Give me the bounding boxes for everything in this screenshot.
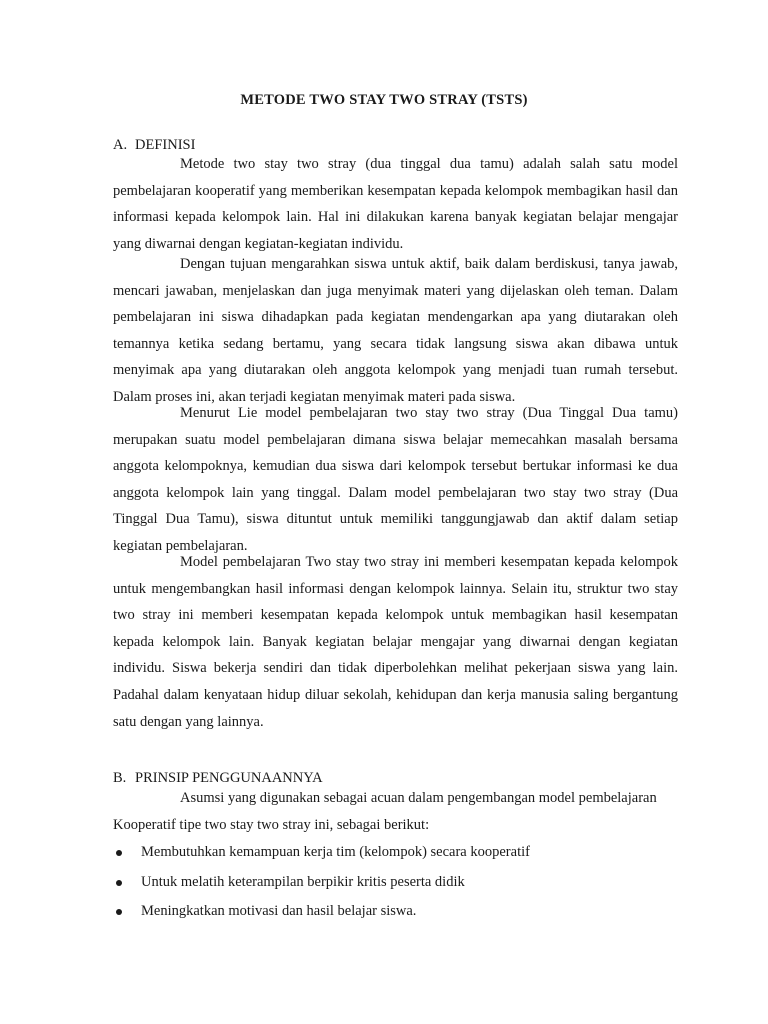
definition-paragraph-1: Metode two stay two stray (dua tinggal dua tamu) adalah salah satu model pembelajaran kooperatif yang memberikan kesempatan kepada kelompok membagikan hasil dan informasi kepada kelompok lain. Hal ini dilakukan karena banyak kegiatan belajar mengajar yang diwarnai dengan kegiatan-kegiatan individu.	[113, 156, 678, 252]
list-item-text: Meningkatkan motivasi dan hasil belajar siswa.	[141, 903, 417, 919]
bullet-icon	[116, 850, 122, 856]
section-b-number: B.	[113, 770, 127, 786]
list-item	[113, 838, 678, 868]
section-a-title: DEFINISI	[135, 137, 196, 153]
principle-intro-continued: Kooperatif tipe two stay two stray ini, sebagai berikut:	[113, 817, 430, 833]
principle-bullet-list	[113, 838, 678, 927]
principle-intro: Asumsi yang digunakan sebagai acuan dalam pengembangan model pembelajaran	[180, 790, 657, 806]
list-item-text: Untuk melatih keterampilan berpikir kritis peserta didik	[141, 873, 465, 890]
definition-paragraph-4: Model pembelajaran Two stay two stray ini memberi kesempatan kepada kelompok untuk mengembangkan hasil informasi dengan kelompok lainnya. Selain itu, struktur two stay two stray ini memberi kesempatan kepada kelompok untuk membagikan hasil kesempatan kepada kelompok lain. Banyak kegiatan belajar mengajar yang diwarnai dengan kegiatan individu. Siswa bekerja sendiri dan tidak diperbolehkan melihat pekerjaan siswa yang lain. Padahal dalam kenyataan hidup diluar sekolah, kehidupan dan kerja manusia saling bergantung satu dengan yang lainnya.	[113, 554, 678, 730]
bullet-icon	[116, 909, 122, 915]
definition-paragraph-3: Menurut Lie model pembelajaran two stay two stray (Dua Tinggal Dua tamu) merupakan suatu model pembelajaran dimana siswa belajar memecahkan masalah bersama anggota kelompoknya, kemudian dua siswa dari kelompok tersebut bertukar informasi ke dua anggota kelompok lain yang tinggal. Dalam model pembelajaran two stay two stray (Dua Tinggal Dua Tamu), siswa dituntut untuk memiliki tanggungjawab dan aktif dalam setiap kegiatan pembelajaran.	[113, 405, 678, 554]
document-title: METODE TWO STAY TWO STRAY (TSTS)	[240, 92, 528, 108]
list-item-text: Membutuhkan kemampuan kerja tim (kelompok) secara kooperatif	[141, 844, 530, 860]
definition-paragraph-2: Dengan tujuan mengarahkan siswa untuk aktif, baik dalam berdiskusi, tanya jawab, mencari jawaban, menjelaskan dan juga menyimak materi yang dijelaskan oleh teman. Dalam pembelajaran ini siswa dihadapkan pada kegiatan mendengarkan apa yang diutarakan oleh temannya ketika sedang bertamu, yang secara tidak langsung siswa akan dibawa untuk menyimak apa yang diutarakan oleh anggota kelompok yang menjadi tuan rumah tersebut. Dalam proses ini, akan terjadi kegiatan menyimak materi pada siswa.	[113, 256, 678, 405]
list-item	[113, 868, 678, 898]
section-a-number: A.	[113, 137, 128, 153]
bullet-icon	[116, 880, 122, 886]
section-b-title: PRINSIP PENGGUNAANNYA	[135, 770, 323, 786]
list-item	[113, 897, 678, 927]
